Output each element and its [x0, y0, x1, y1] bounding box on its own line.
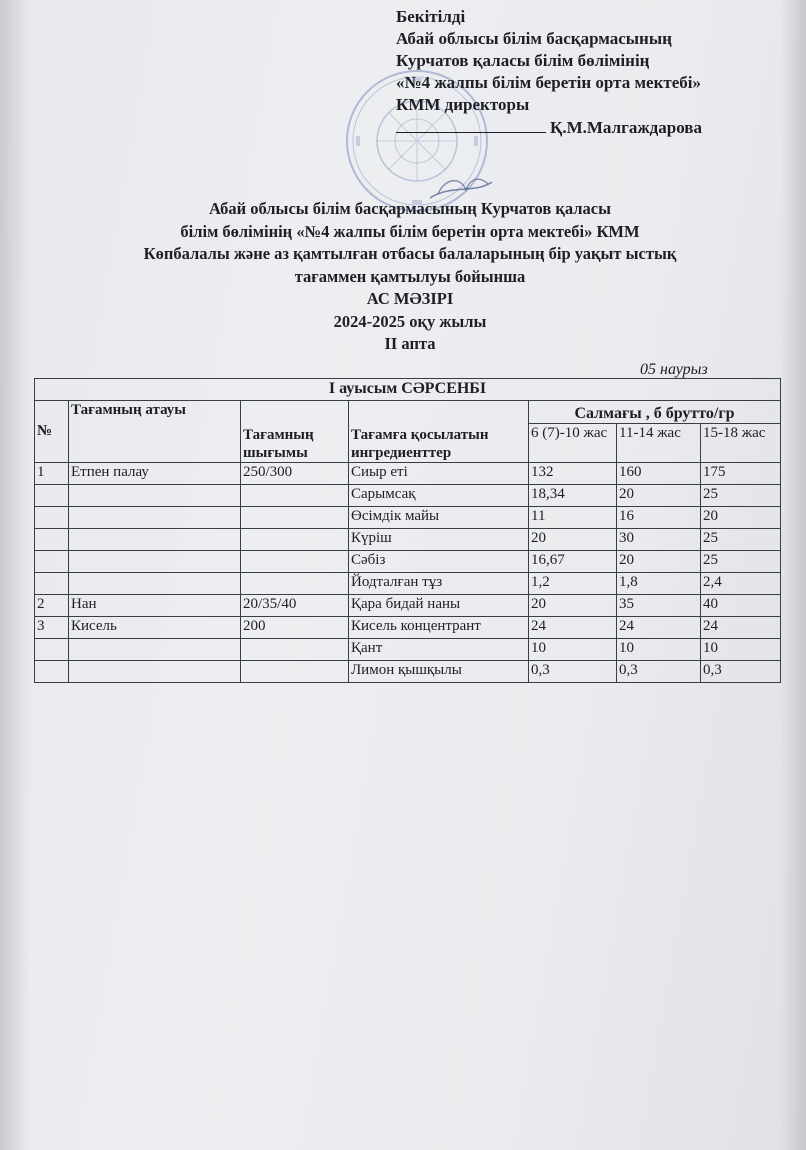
cell-age-6-10: 24	[529, 617, 617, 639]
cell-dish-name	[69, 573, 241, 595]
cell-number	[35, 551, 69, 573]
cell-age-11-14: 0,3	[617, 661, 701, 683]
page-shadow-left	[0, 0, 30, 1150]
table-row	[35, 573, 781, 595]
cell-age-15-18: 25	[701, 551, 781, 573]
cell-age-6-10: 132	[529, 463, 617, 485]
cell-age-11-14: 20	[617, 485, 701, 507]
cell-ingredient: Сиыр еті	[349, 463, 529, 485]
table-row	[35, 551, 781, 573]
cell-dish-name	[69, 485, 241, 507]
cell-dish-name	[69, 529, 241, 551]
header-age-11-14: 11-14 жас	[617, 424, 701, 463]
title-line-2: білім бөлімінің «№4 жалпы білім беретін орта мектебі» КММ	[180, 221, 640, 241]
cell-age-11-14: 160	[617, 463, 701, 485]
menu-date: 05 наурыз	[640, 361, 708, 378]
cell-number	[35, 639, 69, 661]
title-line-5: АС МӘЗІРІ	[366, 289, 454, 308]
cell-age-6-10: 0,3	[529, 661, 617, 683]
cell-age-11-14: 35	[617, 595, 701, 617]
approval-heading: Бекітілді	[396, 7, 466, 26]
cell-age-15-18: 24	[701, 617, 781, 639]
column-header-row	[35, 401, 781, 424]
cell-age-6-10: 16,67	[529, 551, 617, 573]
cell-age-11-14: 1,8	[617, 573, 701, 595]
approval-line-2: Абай облысы білім басқармасының	[396, 29, 672, 48]
cell-age-15-18: 0,3	[701, 661, 781, 683]
cell-number	[35, 485, 69, 507]
header-weight: Салмағы , б брутто/гр	[529, 401, 781, 424]
cell-age-15-18: 2,4	[701, 573, 781, 595]
cell-age-15-18: 10	[701, 639, 781, 661]
cell-yield	[241, 573, 349, 595]
cell-dish-name: Кисель	[69, 617, 241, 639]
cell-number	[35, 661, 69, 683]
cell-ingredient: Өсімдік майы	[349, 507, 529, 529]
cell-yield	[241, 661, 349, 683]
menu-table	[34, 378, 781, 683]
cell-ingredient: Қара бидай наны	[349, 595, 529, 617]
cell-yield	[241, 551, 349, 573]
signer-name: Қ.М.Малгаждарова	[550, 118, 702, 137]
cell-age-6-10: 1,2	[529, 573, 617, 595]
table-row	[35, 639, 781, 661]
table-row	[35, 617, 781, 639]
cell-yield: 20/35/40	[241, 595, 349, 617]
header-number: №	[35, 401, 69, 463]
cell-ingredient: Кисель концентрант	[349, 617, 529, 639]
cell-yield	[241, 485, 349, 507]
header-age-15-18: 15-18 жас	[701, 424, 781, 463]
cell-yield	[241, 529, 349, 551]
table-row	[35, 463, 781, 485]
shift-header-row	[35, 379, 781, 401]
cell-number	[35, 573, 69, 595]
cell-ingredient: Күріш	[349, 529, 529, 551]
table-row	[35, 507, 781, 529]
cell-yield	[241, 639, 349, 661]
document-title	[60, 198, 760, 356]
cell-age-6-10: 20	[529, 529, 617, 551]
cell-ingredient: Сарымсақ	[349, 485, 529, 507]
cell-number	[35, 507, 69, 529]
title-line-3: Көпбалалы және аз қамтылған отбасы балаларының бір уақыт ыстық	[143, 244, 677, 263]
cell-age-15-18: 40	[701, 595, 781, 617]
approval-line-4: «№4 жалпы білім беретін орта мектебі»	[396, 73, 701, 92]
table-row	[35, 485, 781, 507]
approval-line-3: Курчатов қаласы білім бөлімінің	[396, 51, 650, 70]
cell-number: 2	[35, 595, 69, 617]
cell-age-11-14: 24	[617, 617, 701, 639]
cell-dish-name	[69, 661, 241, 683]
cell-ingredient: Сәбіз	[349, 551, 529, 573]
header-ingredients: Тағамға қосылатын ингредиенттер	[349, 401, 529, 463]
title-line-7: ІІ апта	[384, 334, 436, 353]
cell-ingredient: Йодталған тұз	[349, 573, 529, 595]
cell-age-15-18: 175	[701, 463, 781, 485]
page-shadow-right	[780, 0, 806, 1150]
approval-line-5: КММ директоры	[396, 95, 530, 114]
table-row	[35, 595, 781, 617]
cell-age-6-10: 18,34	[529, 485, 617, 507]
shift-label: І ауысым СӘРСЕНБІ	[35, 379, 781, 401]
title-line-1: Абай облысы білім басқармасының Курчатов қаласы	[209, 199, 611, 218]
header-age-6-10: 6 (7)-10 жас	[529, 424, 617, 463]
table-row	[35, 661, 781, 683]
header-yield: Тағамның шығымы	[241, 401, 349, 463]
cell-dish-name: Нан	[69, 595, 241, 617]
cell-dish-name	[69, 551, 241, 573]
signature-line	[396, 116, 546, 133]
cell-age-11-14: 16	[617, 507, 701, 529]
cell-ingredient: Лимон қышқылы	[349, 661, 529, 683]
cell-yield	[241, 507, 349, 529]
cell-age-11-14: 10	[617, 639, 701, 661]
cell-number: 3	[35, 617, 69, 639]
cell-age-11-14: 20	[617, 551, 701, 573]
cell-dish-name: Етпен палау	[69, 463, 241, 485]
approval-block	[396, 6, 796, 139]
signature-row	[396, 116, 796, 139]
cell-dish-name	[69, 507, 241, 529]
cell-age-15-18: 25	[701, 529, 781, 551]
cell-age-11-14: 30	[617, 529, 701, 551]
cell-age-6-10: 11	[529, 507, 617, 529]
cell-age-6-10: 10	[529, 639, 617, 661]
cell-yield: 200	[241, 617, 349, 639]
cell-yield: 250/300	[241, 463, 349, 485]
cell-age-15-18: 25	[701, 485, 781, 507]
title-line-4: тағаммен қамтылуы бойынша	[294, 266, 526, 286]
cell-age-15-18: 20	[701, 507, 781, 529]
cell-ingredient: Қант	[349, 639, 529, 661]
table-row	[35, 529, 781, 551]
title-line-6: 2024-2025 оқу жылы	[333, 311, 487, 331]
cell-number	[35, 529, 69, 551]
header-dish-name: Тағамның атауы	[69, 401, 241, 463]
cell-number: 1	[35, 463, 69, 485]
cell-dish-name	[69, 639, 241, 661]
cell-age-6-10: 20	[529, 595, 617, 617]
